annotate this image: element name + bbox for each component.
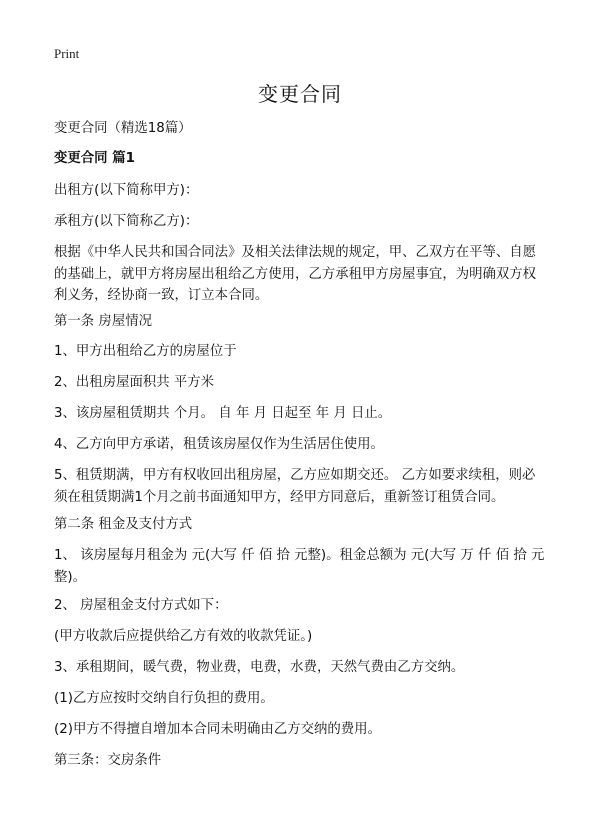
document-subtitle: 变更合同（精选18篇）: [54, 121, 192, 136]
article2-item1-line: 1、 该房屋每月租金为 元(大写 仟 佰 拾 元整)。租金总额为 元(大写 万 仟 佰 拾 元: [54, 548, 545, 563]
article2-item1: [54, 545, 554, 588]
article2-item3: 3、承租期间，暖气费，物业费，电费，水费，天然气费由乙方交纳。: [54, 660, 465, 675]
lessor-line: 出租方(以下简称甲方)：: [54, 183, 199, 198]
article1-item5: [54, 465, 554, 508]
article2-item2: 2、 房屋租金支付方式如下：: [54, 598, 228, 613]
intro-line: 根据《中华人民共和国合同法》及相关法律法规的规定，甲、乙双方在平等、自愿: [54, 245, 537, 260]
print-link[interactable]: Print: [54, 46, 80, 61]
article2-sub2: (2)甲方不得擅自增加本合同未明确由乙方交纳的费用。: [54, 722, 381, 737]
section-heading: 变更合同 篇1: [54, 151, 135, 166]
article2-sub1: (1)乙方应按时交纳自行负担的费用。: [54, 691, 274, 706]
intro-paragraph: [54, 242, 554, 307]
article2-note: (甲方收款后应提供给乙方有效的收款凭证。): [54, 629, 313, 644]
lessee-line: 承租方(以下简称乙方)：: [54, 214, 199, 229]
article1-item: 2、出租房屋面积共 平方米: [54, 375, 215, 390]
article1-item: 3、该房屋租赁期共 个月。 自 年 月 日起至 年 月 日止。: [54, 406, 392, 421]
article1-item: 1、甲方出租给乙方的房屋位于: [54, 344, 237, 359]
intro-line: 的基础上，就甲方将房屋出租给乙方使用，乙方承租甲方房屋事宜，为明确双方权: [54, 266, 537, 282]
item5-line: 须在租赁期满1个月之前书面通知甲方，经甲方同意后，重新签订租赁合同。: [54, 489, 505, 505]
intro-line: 利义务，经协商一致，订立本合同。: [54, 288, 269, 303]
item5-line: 5、租赁期满，甲方有权收回出租房屋，乙方应如期交还。 乙方如要求续租，则必: [54, 468, 536, 483]
article3-title: 第三条：交房条件: [54, 753, 162, 768]
article1-title: 第一条 房屋情况: [54, 314, 152, 329]
page-title: 变更合同: [258, 82, 342, 106]
article2-title: 第二条 租金及支付方式: [54, 517, 193, 532]
article2-item1-line: 整)。: [54, 569, 87, 585]
article1-item: 4、乙方向甲方承诺，租赁该房屋仅作为生活居住使用。: [54, 437, 384, 452]
